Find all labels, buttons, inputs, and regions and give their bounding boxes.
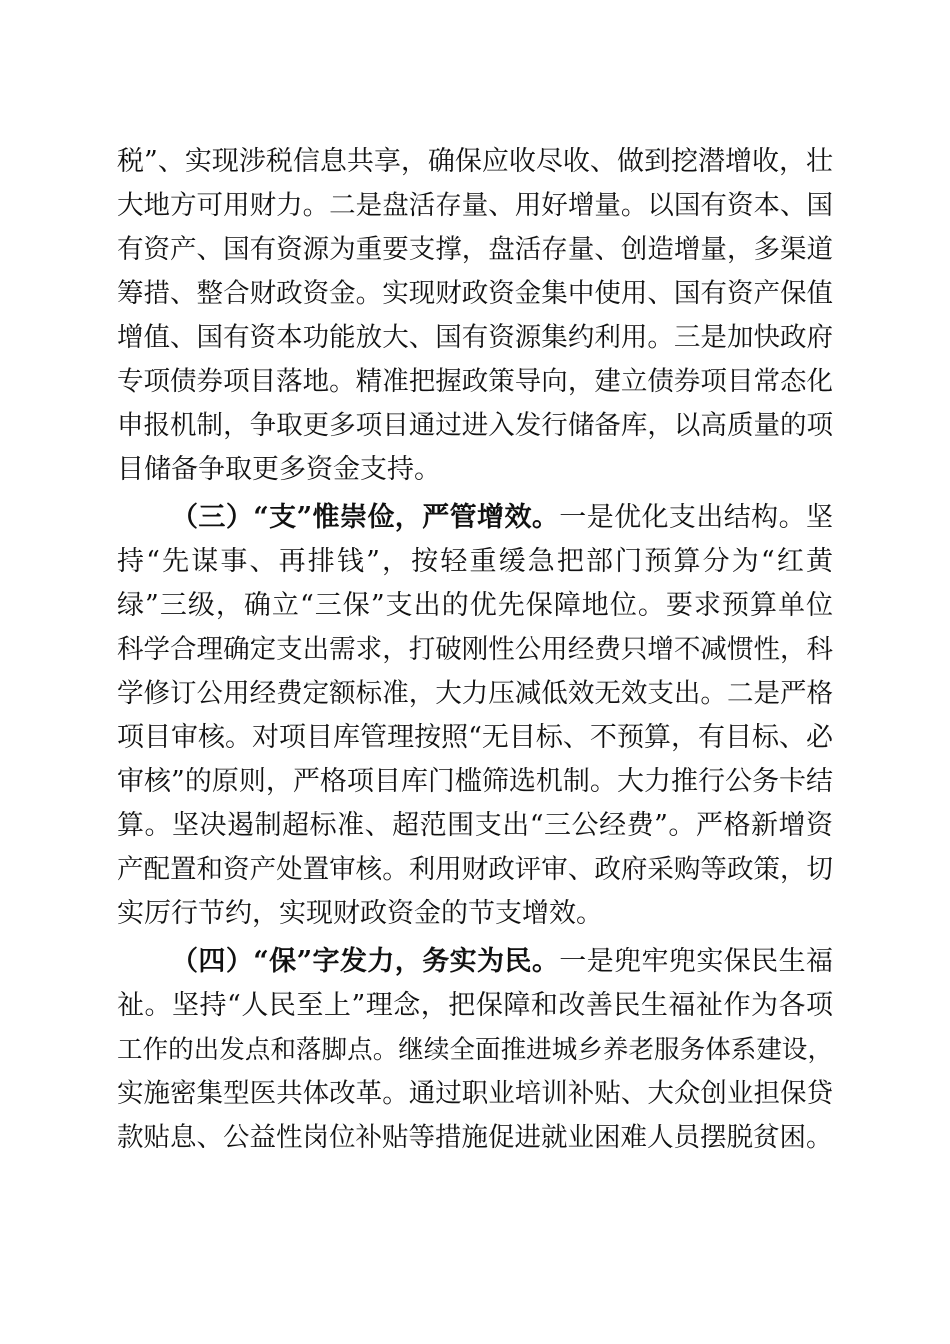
text-line: 科学合理确定支出需求，打破刚性公用经费只增不减惯性，科	[117, 634, 833, 665]
text-line: 增值、国有资本功能放大、国有资源集约利用。三是加快政府	[117, 322, 833, 353]
text-line: 有资产、国有资源为重要支撑，盘活存量、创造增量，多渠道	[117, 234, 833, 265]
text-line: 审核”的原则，严格项目库门槛筛选机制。大力推行公务卡结	[117, 766, 833, 797]
text-line: 税”、实现涉税信息共享，确保应收尽收、做到挖潜增收，壮	[117, 146, 833, 177]
text-line: 工作的出发点和落脚点。继续全面推进城乡养老服务体系建设，	[117, 1035, 833, 1065]
text-line: 持“先谋事、再排钱”，按轻重缓急把部门预算分为“红黄	[117, 546, 833, 577]
text-line: 专项债券项目落地。精准把握政策导向，建立债券项目常态化	[117, 366, 833, 397]
text-line: 绿”三级，确立“三保”支出的优先保障地位。要求预算单位	[117, 590, 833, 621]
text-line: 目储备争取更多资金支持。	[117, 454, 441, 485]
section-heading-line	[171, 940, 833, 984]
text-line: 算。坚决遏制超标准、超范围支出“三公经费”。严格新增资	[117, 810, 833, 841]
text-run: 一是优化支出结构。坚	[559, 502, 834, 533]
text-line: 筹措、整合财政资金。实现财政资金集中使用、国有资产保值	[117, 278, 833, 309]
text-line: 学修订公用经费定额标准，大力压减低效无效支出。二是严格	[117, 678, 833, 709]
text-line: 实施密集型医共体改革。通过职业培训补贴、大众创业担保贷	[117, 1078, 833, 1109]
text-line: 项目审核。对项目库管理按照“无目标、不预算，有目标、必	[117, 722, 833, 753]
text-line: 款贴息、公益性岗位补贴等措施促进就业困难人员摆脱贫困。	[117, 1122, 833, 1153]
text-line: 产配置和资产处置审核。利用财政评审、政府采购等政策，切	[117, 854, 833, 885]
text-line: 祉。坚持“人民至上”理念，把保障和改善民生福祉作为各项	[117, 990, 833, 1021]
text-line: 实厉行节约，实现财政资金的节支增效。	[117, 898, 603, 929]
section-heading: （四）“保”字发力，务实为民。	[171, 946, 560, 977]
text-line: 申报机制，争取更多项目通过进入发行储备库，以高质量的项	[117, 410, 833, 441]
text-line: 大地方可用财力。二是盘活存量、用好增量。以国有资本、国	[117, 190, 833, 221]
section-heading: （三）“支”惟崇俭，严管增效。	[171, 502, 560, 533]
text-run: 一是兜牢兜实保民生福	[559, 946, 834, 977]
section-heading-line	[171, 496, 833, 540]
